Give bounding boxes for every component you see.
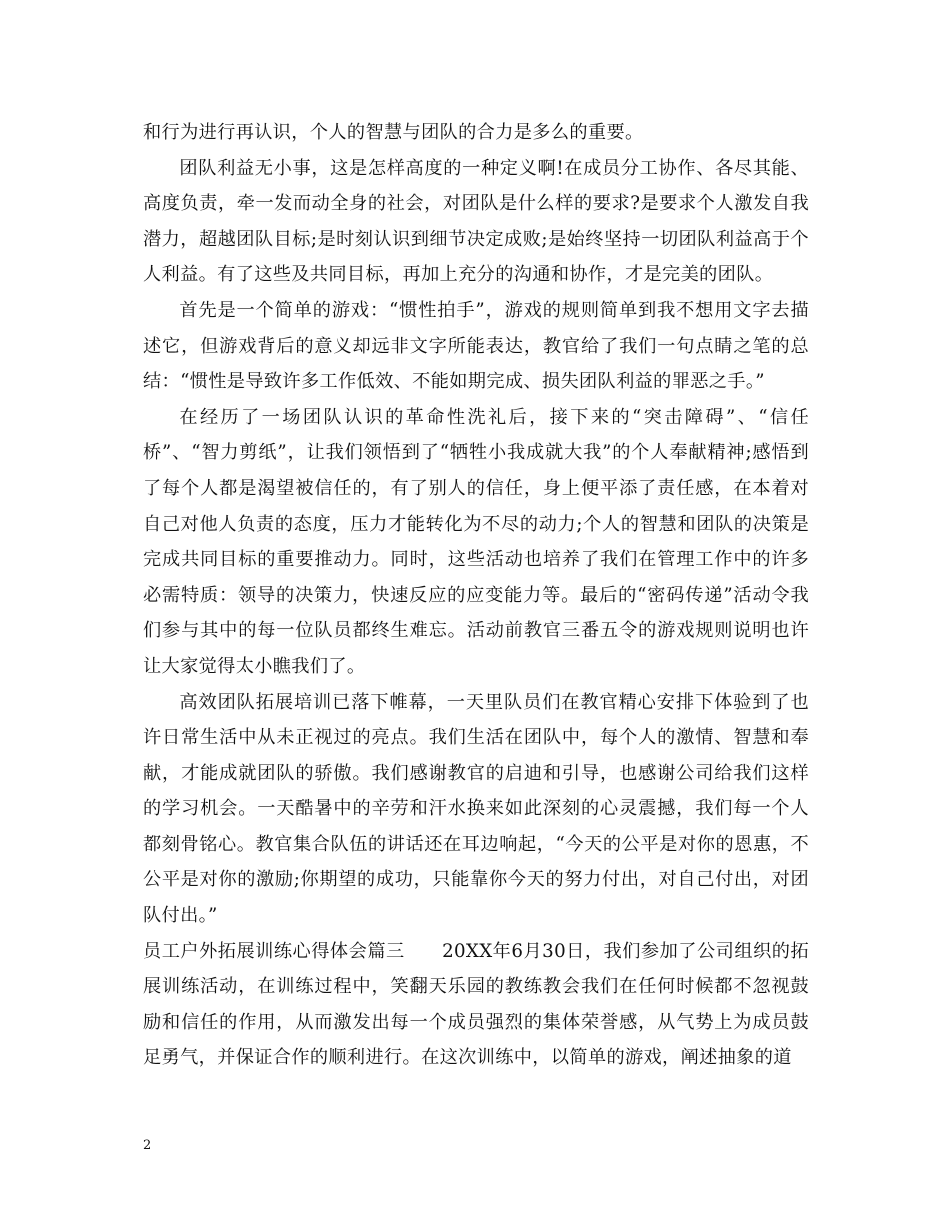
paragraph: 员工户外拓展训练心得体会篇三 20XX年6月30日，我们参加了公司组织的拓展训练活动，在训练过程中，笑翻天乐园的教练教会我们在任何时候都不忽视鼓励和信任的作用，从而激发出每一个成员强烈的集体荣誉感，从气势上为成员鼓足勇气，并保证合作的顺利进行。在这次训练中，以简单的游戏，阐述抽象的道 xyxy=(143,940,809,1069)
paragraph: 团队利益无小事，这是怎样高度的一种定义啊!在成员分工协作、各尽其能、高度负责，牵一发而动全身的社会，对团队是什么样的要求?是要求个人激发自我潜力，超越团队目标;是时刻认识到细节决定成败;是始终坚持一切团队利益高于个人利益。有了这些及共同目标，再加上充分的沟通和协作，才是完美的团队。 xyxy=(143,157,809,286)
paragraph: 在经历了一场团队认识的革命性洗礼后，接下来的“突击障碍”、“信任桥”、“智力剪纸”，让我们领悟到了“牺牲小我成就大我”的个人奉献精神;感悟到了每个人都是渴望被信任的，有了别人的信任，身上便平添了责任感，在本着对自己对他人负责的态度，压力才能转化为不尽的动力;个人的智慧和团队的决策是完成共同目标的重要推动力。同时，这些活动也培养了我们在管理工作中的许多必需特质：领导的决策力，快速反应的应变能力等。最后的“密码传递”活动令我们参与其中的每一位队员都终生难忘。活动前教官三番五令的游戏规则说明也许让大家觉得太小瞧我们了。 xyxy=(143,406,809,677)
paragraph: 高效团队拓展培训已落下帷幕，一天里队员们在教官精心安排下体验到了也许日常生活中从未正视过的亮点。我们生活在团队中，每个人的激情、智慧和奉献，才能成就团队的骄傲。我们感谢教官的启迪和引导，也感谢公司给我们这样的学习机会。一天酷暑中的辛劳和汗水换来如此深刻的心灵震撼，我们每一个人都刻骨铭心。教官集合队伍的讲话还在耳边响起，“今天的公平是对你的恩惠，不公平是对你的激励;你期望的成功，只能靠你今天的努力付出，对自己付出，对团队付出。” xyxy=(143,691,809,927)
paragraph: 首先是一个简单的游戏：“惯性拍手”，游戏的规则简单到我不想用文字去描述它，但游戏背后的意义却远非文字所能表达，教官给了我们一句点睛之笔的总结：“惯性是导致许多工作低效、不能如期完成、损失团队利益的罪恶之手。” xyxy=(143,299,809,393)
paragraph: 和行为进行再认识，个人的智慧与团队的合力是多么的重要。 xyxy=(143,122,644,143)
document-body xyxy=(143,115,809,1076)
page-number: 2 xyxy=(143,1138,152,1153)
